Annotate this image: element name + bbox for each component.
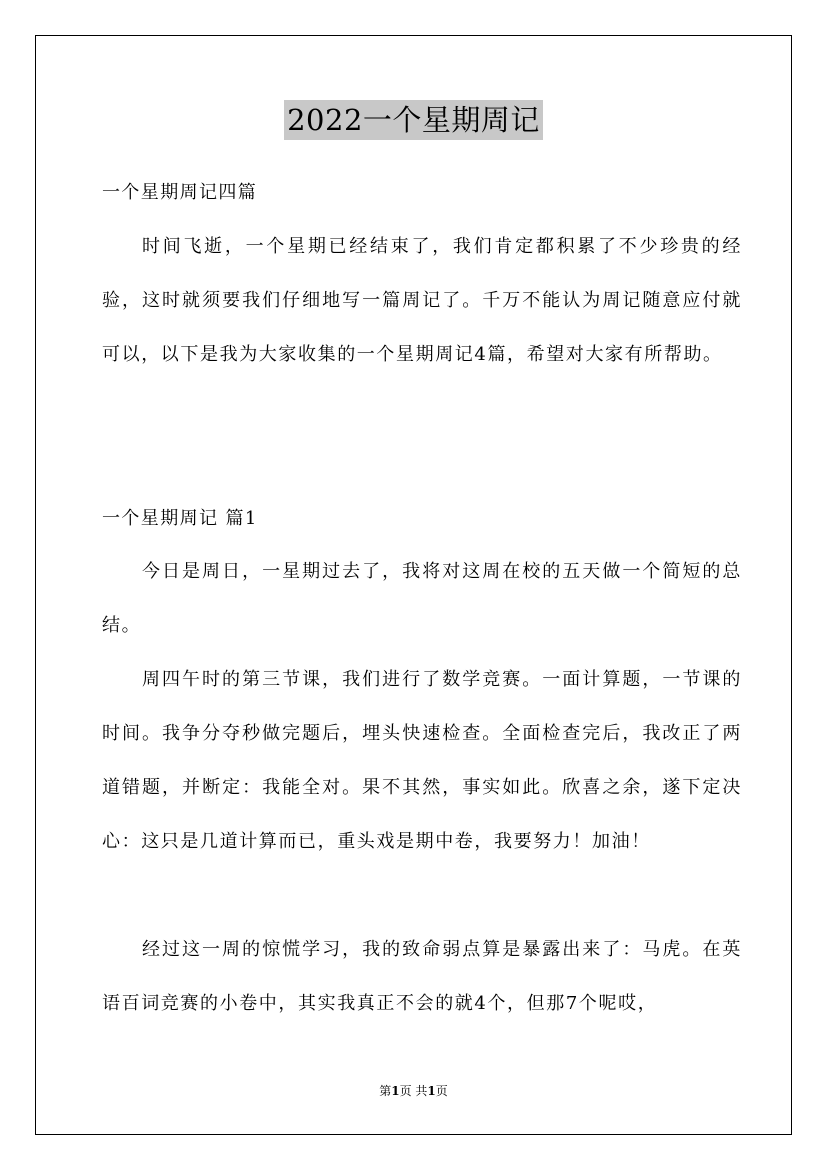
section-heading: 一个星期周记 篇1 <box>102 508 258 529</box>
paragraph-2: 周四午时的第三节课，我们进行了数学竞赛。一面计算题，一节课的时间。我争分夺秒做完题后，埋头快速检查。全面检查完后，我改正了两道错题，并断定：我能全对。果不其然，事实如此。欣喜之余，遂下定决心：这只是几道计算而已，重头戏是期中卷，我要努力！加油！ <box>102 669 742 852</box>
paragraph-1: 今日是周日，一星期过去了，我将对这周在校的五天做一个简短的总结。 <box>102 561 742 636</box>
footer-total-pages: 1 <box>427 1084 436 1098</box>
footer-current-page: 1 <box>391 1084 400 1098</box>
footer-mid: 页 共 <box>399 1084 428 1098</box>
title-container <box>0 100 827 140</box>
footer-suffix: 页 <box>435 1084 448 1098</box>
intro-heading: 一个星期周记四篇 <box>102 182 258 203</box>
page-footer <box>0 1083 827 1099</box>
footer-prefix: 第 <box>379 1084 392 1098</box>
document-title: 2022一个星期周记 <box>284 100 543 140</box>
paragraph-3: 经过这一周的惊慌学习，我的致命弱点算是暴露出来了：马虎。在英语百词竞赛的小卷中，其实我真正不会的就4个，但那7个呢哎， <box>102 939 742 1014</box>
intro-paragraph: 时间飞逝，一个星期已经结束了，我们肯定都积累了不少珍贵的经验，这时就须要我们仔细地写一篇周记了。千万不能认为周记随意应付就可以，以下是我为大家收集的一个星期周记4篇，希望对大家有所帮助。 <box>102 236 742 365</box>
